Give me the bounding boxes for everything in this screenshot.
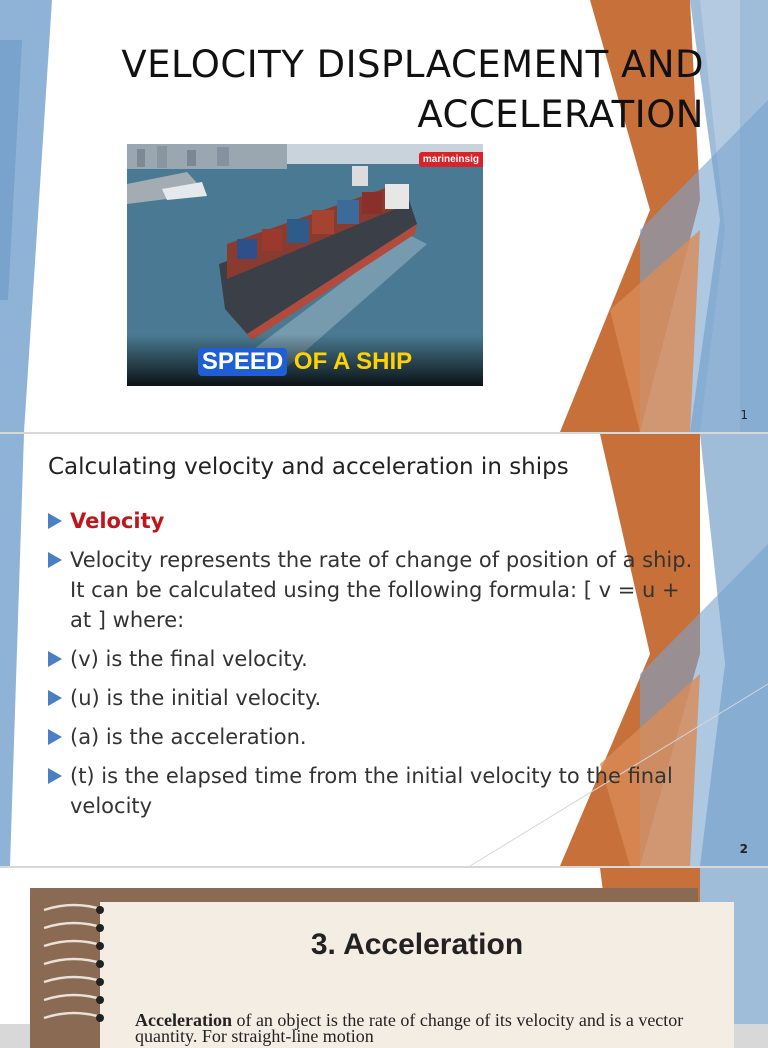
slide-number: 1 (740, 408, 748, 422)
bullet-arrow-icon (48, 651, 62, 667)
bullet-final-velocity: (v) is the final velocity. (46, 644, 706, 674)
bullet-arrow-icon (48, 513, 62, 529)
caption-of-a-ship: OF A SHIP (293, 348, 413, 375)
slide-2[interactable] (0, 434, 768, 866)
bullet-acceleration: (a) is the acceleration. (46, 722, 706, 752)
notebook-page (100, 902, 734, 1048)
title-line-1: VELOCITY DISPLACEMENT AND (121, 43, 704, 86)
title-line-2: ACCELERATION (417, 93, 704, 136)
bullet-time: (t) is the elapsed time from the initial velocity to the final velocity (46, 761, 706, 821)
bullet-velocity-heading: Velocity (46, 506, 706, 536)
photo-caption (127, 334, 483, 386)
bullet-arrow-icon (48, 768, 62, 784)
acceleration-heading: 3. Acceleration (310, 928, 524, 961)
slide-2-title: Calculating velocity and acceleration in ships (48, 454, 569, 480)
watermark-badge: marineinsig (419, 152, 483, 167)
slide-1[interactable] (0, 0, 768, 432)
slide-1-title (84, 40, 704, 140)
bullet-arrow-icon (48, 729, 62, 745)
ship-photo (127, 144, 483, 386)
bullet-arrow-icon (48, 690, 62, 706)
bullet-arrow-icon (48, 552, 62, 568)
spiral-binding-icon (34, 888, 104, 1048)
acceleration-text: Acceleration of an object is the rate of change of its velocity and is a vector quantity. For straight-line motion (135, 1010, 684, 1046)
notebook-image (30, 888, 698, 1048)
bullet-definition: Velocity represents the rate of change of position of a ship. It can be calculated using the following formula: [ v = u + at ] where: (46, 545, 706, 635)
caption-speed: SPEED (198, 348, 287, 376)
bullet-initial-velocity: (u) is the initial velocity. (46, 683, 706, 713)
slide-3[interactable] (0, 868, 768, 1046)
slide-number: 2 (739, 842, 748, 856)
bullet-list (46, 506, 706, 830)
